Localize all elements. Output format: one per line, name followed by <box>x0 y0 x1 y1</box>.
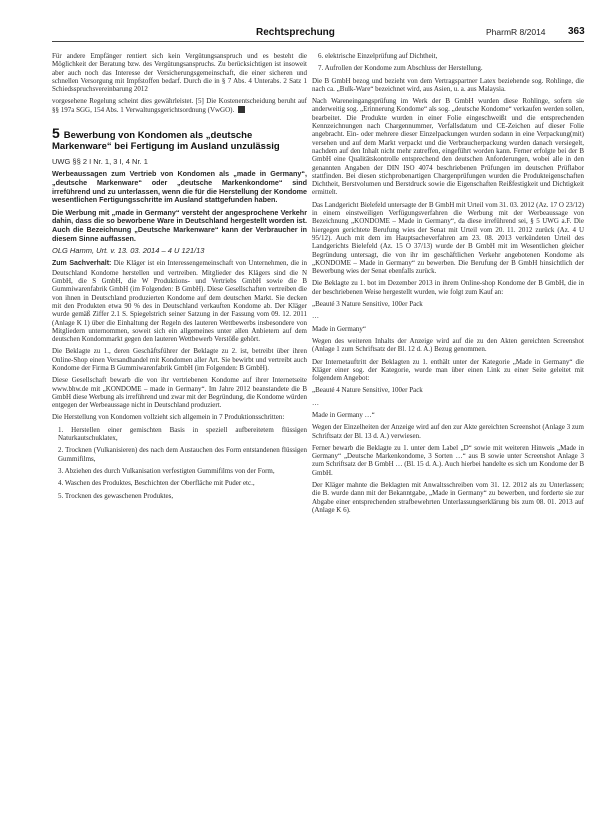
paragraph-text: vorgesehene Regelung scheint dies gewährleistet. [5] Die Kostenentscheidung beruht auf §§ 197a SGG, 154 Abs. 1 Verwaltungsgerichtsordnung (VwGO). <box>52 97 307 114</box>
ellipsis: … <box>312 312 319 321</box>
paragraph: Wegen des weiteren Inhalts der Anzeige wird auf die zu den Akten gereichten Screenshot (Anlage 1 zum Schriftsatz der Bl. 12 d. A.) Bezug genommen. <box>312 336 584 354</box>
paragraph: Die Herstellung von Kondomen vollzieht sich allgemein in 7 Produktionsschritten: <box>52 413 285 422</box>
list-item: 7. Aufrollen der Kondome zum Abschluss der Herstellung. <box>318 64 483 73</box>
list-item: 2. Trocknen (Vulkanisieren) des nach dem Austauchen des Form entstandenen flüssigen Gummifilms, <box>58 446 307 463</box>
list-item: 5. Trocknen des gewaschenen Produktes, <box>58 491 174 500</box>
article-title-text: Bewerbung von Kondomen als „deutsche Markenware“ bei Fertigung im Ausland unzulässig <box>52 130 280 153</box>
page-number: 363 <box>568 26 585 37</box>
quoted-offer: „Beauté 3 Nature Sensitive, 100er Pack <box>312 300 423 309</box>
article-number: 5 <box>52 125 60 142</box>
journal-reference: PharmR 8/2014 <box>486 27 546 37</box>
article-title <box>52 125 307 153</box>
paragraph: Die Beklagte zu 1. bot im Dezember 2013 in ihrem Online-shop Kondome der B GmbH, die in der beschriebenen Weise hergestellt wurden, wie folgt zum Kauf an: <box>312 279 584 296</box>
paragraph: Nach Wareneingangsprüfung im Werk der B GmbH wurden diese Rohlinge, sofern sie anderweitig sog. „Erinnerung Kondome“ als sog. „deutsche Kondome“ verkaufen werden sollen, bearbeitet. Die Produkte wurden in einer Folie eingeschweißt und die entsprechenden Kennzeichnungen nach Chargennummer, Verfallsdatum und CE-Zeichen auf dieser Folie angebracht. Ein- oder mehrere dieser Einzelpackungen wurden sodann in eine Verpackung(mit) versehen und auf dem Markt verpackt und die Verbraucherpackung wurden danach versiegelt, nachdem auf den Inhalt nicht mehr zutreffen, eingeführt worden kann. Ferner erfolgte bei der B GmbH eine Qualitätskontrolle entsprechend den deutschen Anforderungen, wobei alle in den genannten Angaben der DIN ISO 4074 beschriebenen Prüfungen im deutschen Prüflabor stattfinden. Bei diesen stichprobenartigen Chargenprüfungen wurden die Produkteigenschaften Dichtheit, Berstvolumen und Berstdruck sowie die Eigenschaften Reißfestigkeit und Dichtigkeit ermittelt. <box>312 97 584 197</box>
facts-paragraph <box>52 259 307 343</box>
paragraph: Wegen der Einzelheiten der Anzeige wird auf den zur Akte gereichten Screenshot (Anlage 3 zum Schriftsatz der Bl. 13 d. A.) verwiesen. <box>312 423 584 440</box>
paragraph: Der Internetauftritt der Beklagten zu 1. enthält unter der Kategorie „Made in Germany“ die Kläger einer sog. der Kategorie, wurde man über einen Link zu einer Seite geleitet mit folgendem Angebot: <box>312 357 584 383</box>
right-column <box>312 52 584 518</box>
headnote: Werbeaussagen zum Vertrieb von Kondomen als „made in Germany“, „deutsche Markenware“ oder „deutsche Markenkondome“ sind irreführend und zu unterlassen, wenn die für die Herstellung der Kondome wesentlichen Fertigungsschritte im Ausland stattgefunden haben. <box>52 169 307 205</box>
ellipsis: … <box>312 398 319 407</box>
paragraph: Ferner bewarb die Beklagte zu 1. unter dem Label „D“ sowie mit weiteren Hinweis „Made in Germany“ „Deutsche Markenkondome, 3 Sorten …“ aus B sowie unter Screenshot Anlage 3 zum Schriftsatz der B GmbH … (Bl. 15 d. A.). Auch hierbei handelte es sich um Kondome der B GmbH. <box>312 443 584 477</box>
end-of-article-icon <box>238 106 245 113</box>
paragraph: Für andere Empfänger rentiert sich kein Vergütungsanspruch und es besteht die Möglichkeit der Beratung bzw. des Vergütungsanspruchs. Zu berücksichtigen ist insoweit aber auch noch das Interesse der Versicherungsgemeinschaft, die einer sicheren und schnellen Versorgung mit Impfstoffen bedarf. Durch die in § 7 Abs. 4 Unterabs. 2 Satz 1 Schiedsspruchsvereinbarung 2012 <box>52 52 307 94</box>
facts-label: Zum Sachverhalt: <box>52 260 112 268</box>
header-rule <box>52 41 584 42</box>
list-item: 6. elektrische Einzelprüfung auf Dichtheit, <box>318 52 438 60</box>
list-item: 1. Herstellen einer gemischten Basis in speziell aufbereitetem flüssigen Naturkautschuklatex, <box>58 425 307 443</box>
quoted-offer: Made in Germany …“ <box>312 410 375 419</box>
paragraph: Diese Gesellschaft bewarb die von ihr vertriebenen Kondome auf ihrer Internetseite www.bhw.de mit „KONDOME – made in Germany“. Im Jahre 2012 beanstandete die B GmbH diese Werbung als irreführend und zwar mit der Begründung, die Kondome würden entgegen der Werbeaussage nicht in Deutschland produziert. <box>52 376 307 410</box>
left-column <box>52 52 307 504</box>
law-reference: UWG §§ 2 I Nr. 1, 3 I, 4 Nr. 1 <box>52 157 148 167</box>
section-header: Rechtsprechung <box>256 27 335 38</box>
facts-text: Die Kläger ist ein Interessengemeinschaft von Unternehmen, die in Deutschland Kondome herstellen und vertreiben. Mitglieder des Klägers sind die N GmbH, die S GmbH, die W Produktions- und Vertriebs GmbH sowie die B Gummiwarenfabrik GmbH (im Folgenden: B GmbH). Diese Gesellschaften vertreiben die von ihnen in Deutschland produzierten Kondome auf dem deutschen Markt. Sie decken mit den Produkten etwa 90 % des in Deutschland verkauften Kondome ab. Der Kläger wurde gemäß Ziffer 2.1 S. Spiegelstrich seiner Satzung in der Fassung vom 09. 12. 2011 (Anlage K 1) über die Einhaltung der Regeln des lauteren Wettbewerbs insbesondere von Mitgliedern unternommen, soweit sich ein allgemeines unter allen Anbietern auf dem deutschen Kondommarkt gegen den lauteren Wettbewerb Verstöße gehört. <box>52 259 307 344</box>
paragraph: Die B GmbH bezog und bezieht von dem Vertragspartner Latex beziehende sog. Rohlinge, die nach ca. „Bulk-Ware“ bezeichnet wird, aus Asien, u. a. aus Malaysia. <box>312 76 584 93</box>
list-item: 4. Waschen des Produktes, Beschichten der Oberfläche mit Puder etc., <box>58 479 255 488</box>
quoted-offer: Made in Germany“ <box>312 324 367 333</box>
quoted-offer: „Beauté 4 Nature Sensitive, 100er Pack <box>312 386 423 395</box>
paragraph <box>52 97 307 114</box>
list-item: 3. Abziehen des durch Vulkanisation verfestigten Gummifilms von der Form, <box>58 466 275 475</box>
paragraph: Das Landgericht Bielefeld untersagte der B GmbH mit Urteil vom 31. 03. 2012 (Az. 17 O 23/12) in einem einstweiligen Verfügungsverfahren die Werbung mit der Werbeaussage von Bezeichnung „KONDOME – Made in Germany“, da diese irreführend sei, § 5 UWG a.F. Die hiergegen gerichtete Berufung wies der Senat mit Urteil vom 20. 11. 2012 zurück (Az. 4 U 95/12). Auch mit dem im Hauptsacheverfahren am 23. 08. 2013 verkündeten Urteil des Landgerichts Bielefeld (Az. 15 O 37/13) wurde der B GmbH mit im Wesentlichen gleicher Begründung untersagt, die von ihr im geschäftlichen Verkehr angebotenen Kondome als „KONDOME – Made in Germany“ zu bewerben. Die Berufung der B GmbH hinsichtlich der Bewerbung wies der Senat ebenfalls zurück. <box>312 200 584 276</box>
headnote: Die Werbung mit „made in Germany“ versteht der angesprochene Verkehr dahin, dass die so beworbene Ware in Deutschland hergestellt worden ist. Auch die Bezeichnung „Deutsche Markenware“ kann der Verbraucher in diesem Sinne auffassen. <box>52 207 307 243</box>
court-reference: OLG Hamm, Urt. v. 13. 03. 2014 – 4 U 121/13 <box>52 246 205 256</box>
paragraph: Die Beklagte zu 1., deren Geschäftsführer der Beklagte zu 2. ist, betreibt über ihren Online-Shop einen Versandhandel mit Kondomen aller Art. Sie bewirbt und vertreibt auch Kondome der Firma B Gummiwarenfabrik GmbH (im Folgenden: B GmbH). <box>52 347 307 372</box>
paragraph: Der Kläger mahnte die Beklagten mit Anwaltsschreiben vom 31. 12. 2012 als zu Unterlassen; die B. wurde dann mit der Bekanntgabe, „Made in Germany“ zu bewerben, und forderte sie zur Abgabe einer entsprechenden strafbewehrten Unterlassungserklärung bis zum 08. 01. 2013 auf (Anlage K 6). <box>312 481 584 514</box>
